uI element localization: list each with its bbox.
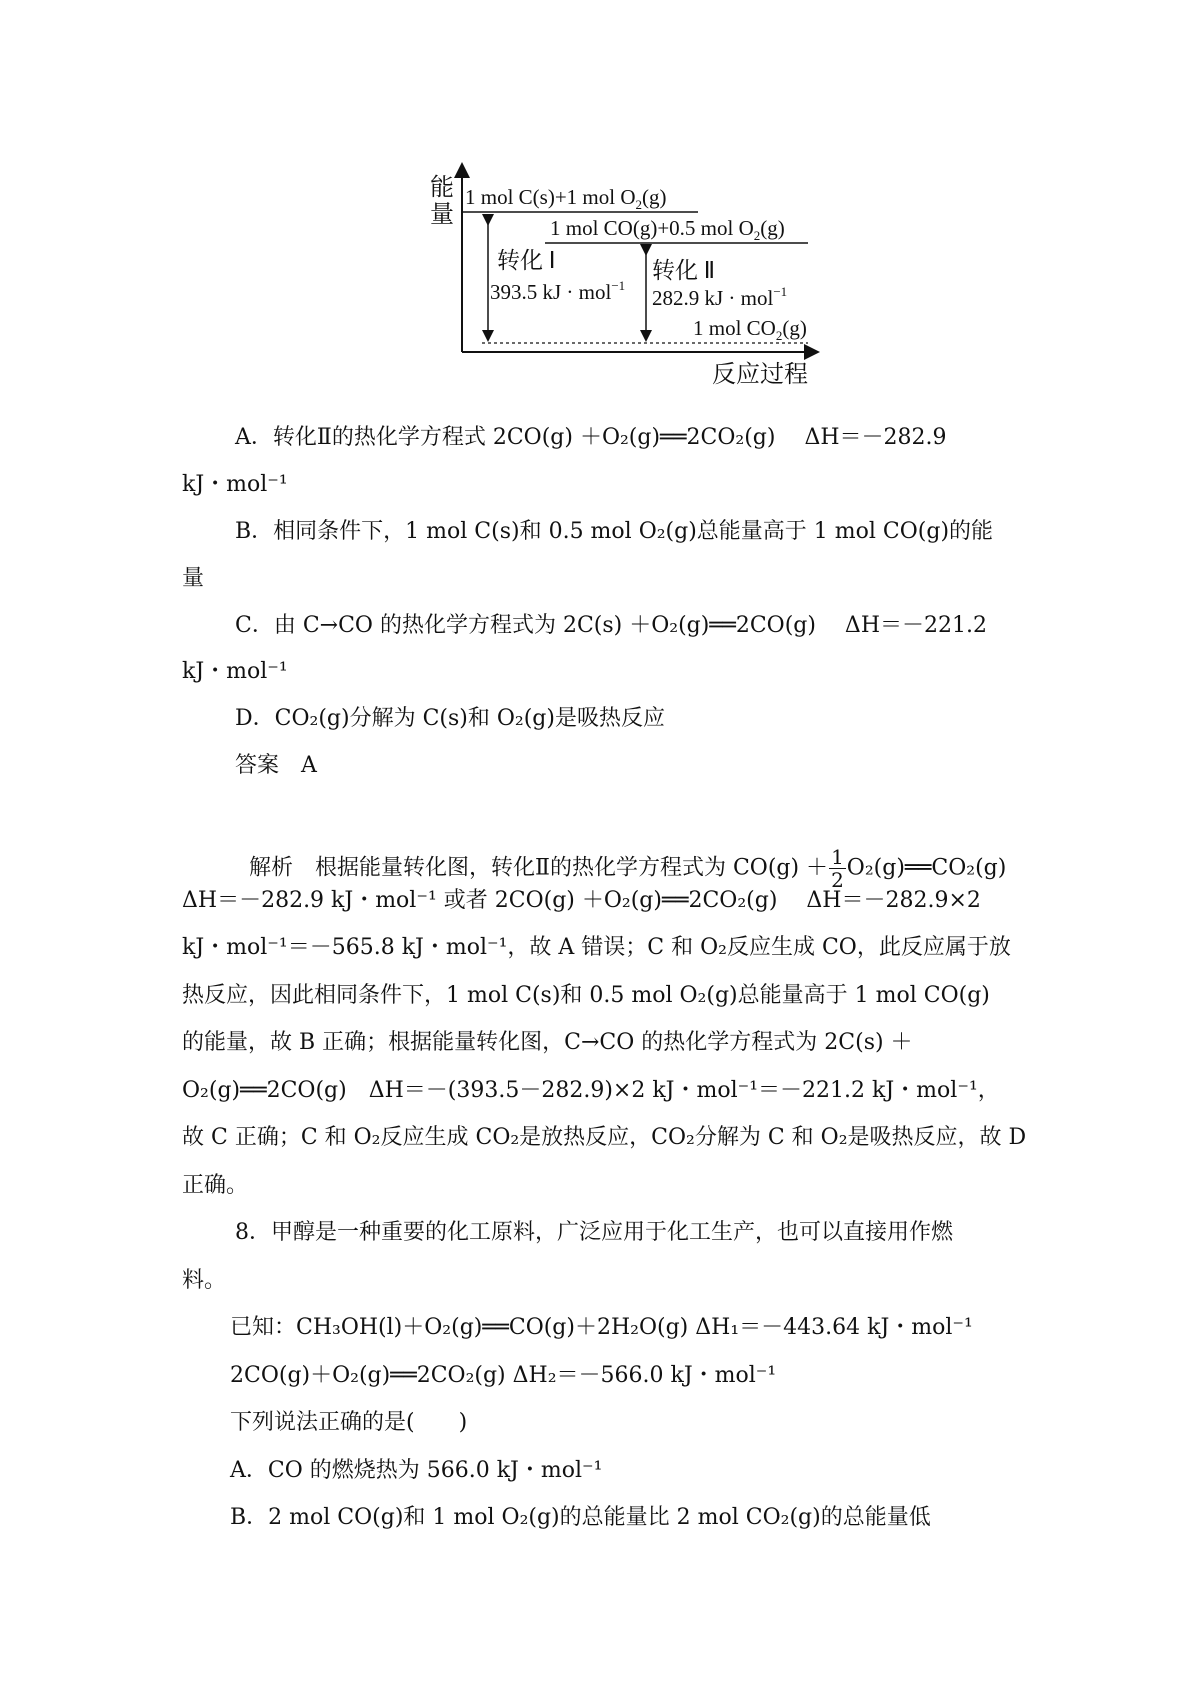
option-b-line-2: 量 [182, 566, 205, 591]
conv2-name: 转化 Ⅱ [652, 258, 716, 283]
explanation-line-2: ΔH＝－282.9 kJ・mol⁻¹ 或者 2CO(g) ＋O₂(g)══2CO₂(g) ΔH＝－282.9×2 [182, 888, 981, 913]
option-a-line-1: A．转化Ⅱ的热化学方程式 2CO(g) ＋O₂(g)══2CO₂(g) ΔH＝－282.9 [235, 425, 947, 450]
explanation-line-5: 的能量，故 B 正确；根据能量转化图，C→CO 的热化学方程式为 2C(s) ＋ [182, 1030, 913, 1055]
explanation-line-8: 正确。 [182, 1173, 249, 1198]
level-bottom-label: 1 mol $CO_2(g)$ [693, 316, 807, 343]
explanation-line-1: 解析 根据能量转化图，转化Ⅱ的热化学方程式为 CO(g) ＋ $\frac{1}{2}$ O₂(g)══CO₂(g) [249, 845, 1007, 892]
question-option-a: A．CO 的燃烧热为 566.0 kJ・mol⁻¹ [230, 1458, 603, 1483]
option-d-line: D．CO₂(g)分解为 C(s)和 O₂(g)是吸热反应 [235, 706, 665, 731]
known-equation-1: 已知：CH₃OH(l)＋O₂(g)══CO(g)＋2H₂O(g) ΔH₁＝－443.64 kJ・mol⁻¹ [230, 1315, 973, 1340]
conv1-name: 转化 Ⅰ [497, 248, 556, 273]
answer-line: 答案 A [235, 753, 317, 778]
y-axis-label-1: 能 [430, 175, 454, 201]
level-mid-label: 1 mol CO(g)+0.5 mol $O_2(g)$ [550, 216, 785, 243]
option-b-line-1: B．相同条件下，1 mol C(s)和 0.5 mol O₂(g)总能量高于 1 mol CO(g)的能 [235, 519, 994, 544]
explanation-line-7: 故 C 正确；C 和 O₂反应生成 CO₂是放热反应，CO₂分解为 C 和 O₂是吸热反应，故 D [182, 1125, 1027, 1150]
explanation-line-4: 热反应，因此相同条件下，1 mol C(s)和 0.5 mol O₂(g)总能量高于 1 mol CO(g) [182, 983, 990, 1008]
question-8-line-1: 8．甲醇是一种重要的化工原料，广泛应用于化工生产，也可以直接用作燃 [235, 1220, 953, 1245]
conv2-value: 282.9 kJ · mol$^{-1}$ [652, 284, 788, 310]
fraction-half: $\frac{1}{2}$ [831, 845, 844, 892]
known-equation-2: 2CO(g)＋O₂(g)══2CO₂(g) ΔH₂＝－566.0 kJ・mol⁻¹ [230, 1363, 777, 1388]
question-prompt: 下列说法正确的是( ) [230, 1410, 468, 1435]
x-axis-label: 反应过程 [712, 362, 808, 388]
energy-diagram [0, 0, 1190, 400]
question-option-b: B．2 mol CO(g)和 1 mol O₂(g)的总能量比 2 mol CO₂(g)的总能量低 [230, 1505, 931, 1530]
option-a-line-2: kJ・mol⁻¹ [182, 472, 288, 497]
level-top-label: 1 mol C(s)+1 mol $O_2(g)$ [465, 185, 667, 212]
explanation-line-6: O₂(g)══2CO(g) ΔH＝－(393.5－282.9)×2 kJ・mol⁻¹＝－221.2 kJ・mol⁻¹， [182, 1078, 1000, 1103]
conv1-value: 393.5 kJ · mol$^{-1}$ [490, 278, 626, 304]
y-axis-label-2: 量 [430, 202, 454, 228]
option-c-line-2: kJ・mol⁻¹ [182, 659, 288, 684]
question-8-line-2: 料。 [182, 1268, 227, 1293]
option-c-line-1: C．由 C→CO 的热化学方程式为 2C(s) ＋O₂(g)══2CO(g) ΔH＝－221.2 [235, 613, 987, 638]
explanation-line-3: kJ・mol⁻¹＝－565.8 kJ・mol⁻¹，故 A 错误；C 和 O₂反应生成 CO，此反应属于放 [182, 935, 1011, 960]
